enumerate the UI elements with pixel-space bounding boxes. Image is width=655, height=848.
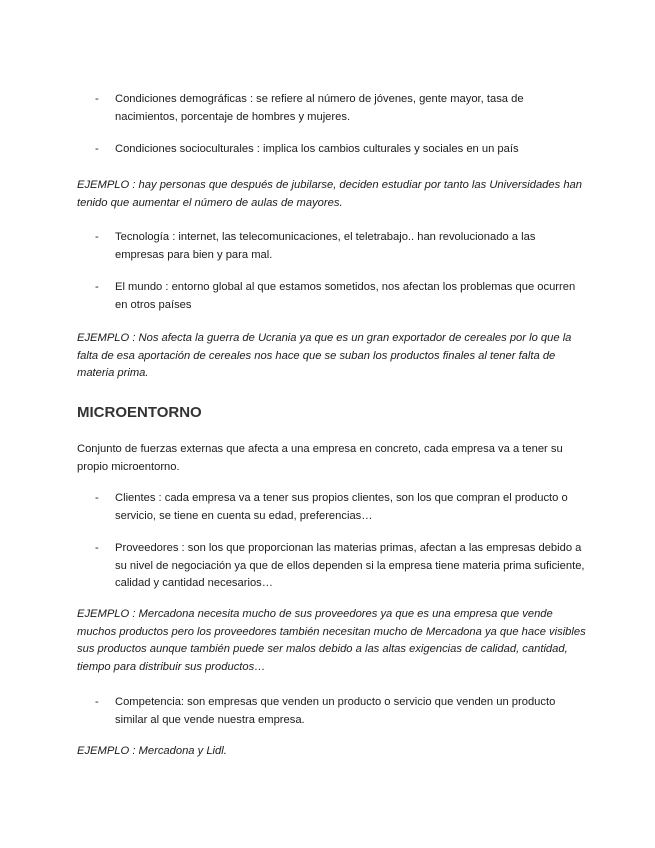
- bullet-dash: -: [95, 542, 99, 554]
- bullet-dash: -: [95, 231, 99, 243]
- bullet-dash: -: [95, 93, 99, 105]
- list-item: [77, 279, 587, 314]
- bullet-text-competition: Competencia: son empresas que venden un producto o servicio que venden un producto similar al que vende nuestra empresa.: [115, 696, 556, 726]
- bullet-list-conditions: [77, 91, 587, 159]
- example-paragraph-2: EJEMPLO : Nos afecta la guerra de Ucrania ya que es un gran exportador de cereales por lo que la falta de esa aportación de cereales nos hace que se suban los productos finales al tener falta de materia prima.: [77, 332, 572, 379]
- section-heading-microentorno: MICROENTORNO: [77, 404, 202, 421]
- list-item: [77, 490, 587, 525]
- list-item: [77, 91, 587, 126]
- list-item: [77, 694, 587, 729]
- bullet-text-clients: Clientes : cada empresa va a tener sus propios clientes, son los que compran el producto o servicio, se tiene en cuenta su edad, preferencias…: [115, 492, 568, 522]
- bullet-dash: -: [95, 281, 99, 293]
- bullet-list-competition: [77, 694, 587, 729]
- bullet-text-sociocultural: Condiciones socioculturales : implica los cambios culturales y sociales en un país: [115, 143, 519, 155]
- bullet-dash: -: [95, 492, 99, 504]
- bullet-list-tech-world: [77, 229, 587, 314]
- example-paragraph-4: EJEMPLO : Mercadona y Lidl.: [77, 745, 227, 757]
- bullet-text-suppliers: Proveedores : son los que proporcionan las materias primas, afectan a las empresas debido a su nivel de negociación ya que de ellos dependen si la empresa tiene materia prima suficiente, calidad y cantidad necesarios…: [115, 542, 585, 589]
- bullet-text-world: El mundo : entorno global al que estamos sometidos, nos afectan los problemas que ocurren en otros países: [115, 281, 576, 311]
- bullet-dash: -: [95, 696, 99, 708]
- list-item: [77, 229, 587, 264]
- example-paragraph-1: EJEMPLO : hay personas que después de jubilarse, deciden estudiar por tanto las Universidades han tenido que aumentar el número de aulas de mayores.: [77, 179, 582, 209]
- example-paragraph-3: EJEMPLO : Mercadona necesita mucho de sus proveedores ya que es una empresa que vende muchos productos pero los proveedores también necesitan mucho de Mercadona ya que hace visibles sus productos aunque también puede ser malos debido a las altas exigencias de calidad, cantidad, tiempo para distribuir sus productos…: [77, 608, 586, 673]
- bullet-text-technology: Tecnología : internet, las telecomunicaciones, el teletrabajo.. han revolucionado a las empresas para bien y para mal.: [115, 231, 536, 261]
- bullet-list-clients-suppliers: [77, 490, 587, 593]
- list-item: [77, 540, 587, 593]
- bullet-text-demographic: Condiciones demográficas : se refiere al número de jóvenes, gente mayor, tasa de nacimientos, porcentaje de hombres y mujeres.: [115, 93, 524, 123]
- bullet-dash: -: [95, 143, 99, 155]
- list-item: [77, 141, 587, 159]
- microentorno-intro: Conjunto de fuerzas externas que afecta a una empresa en concreto, cada empresa va a tener su propio microentorno.: [77, 443, 563, 473]
